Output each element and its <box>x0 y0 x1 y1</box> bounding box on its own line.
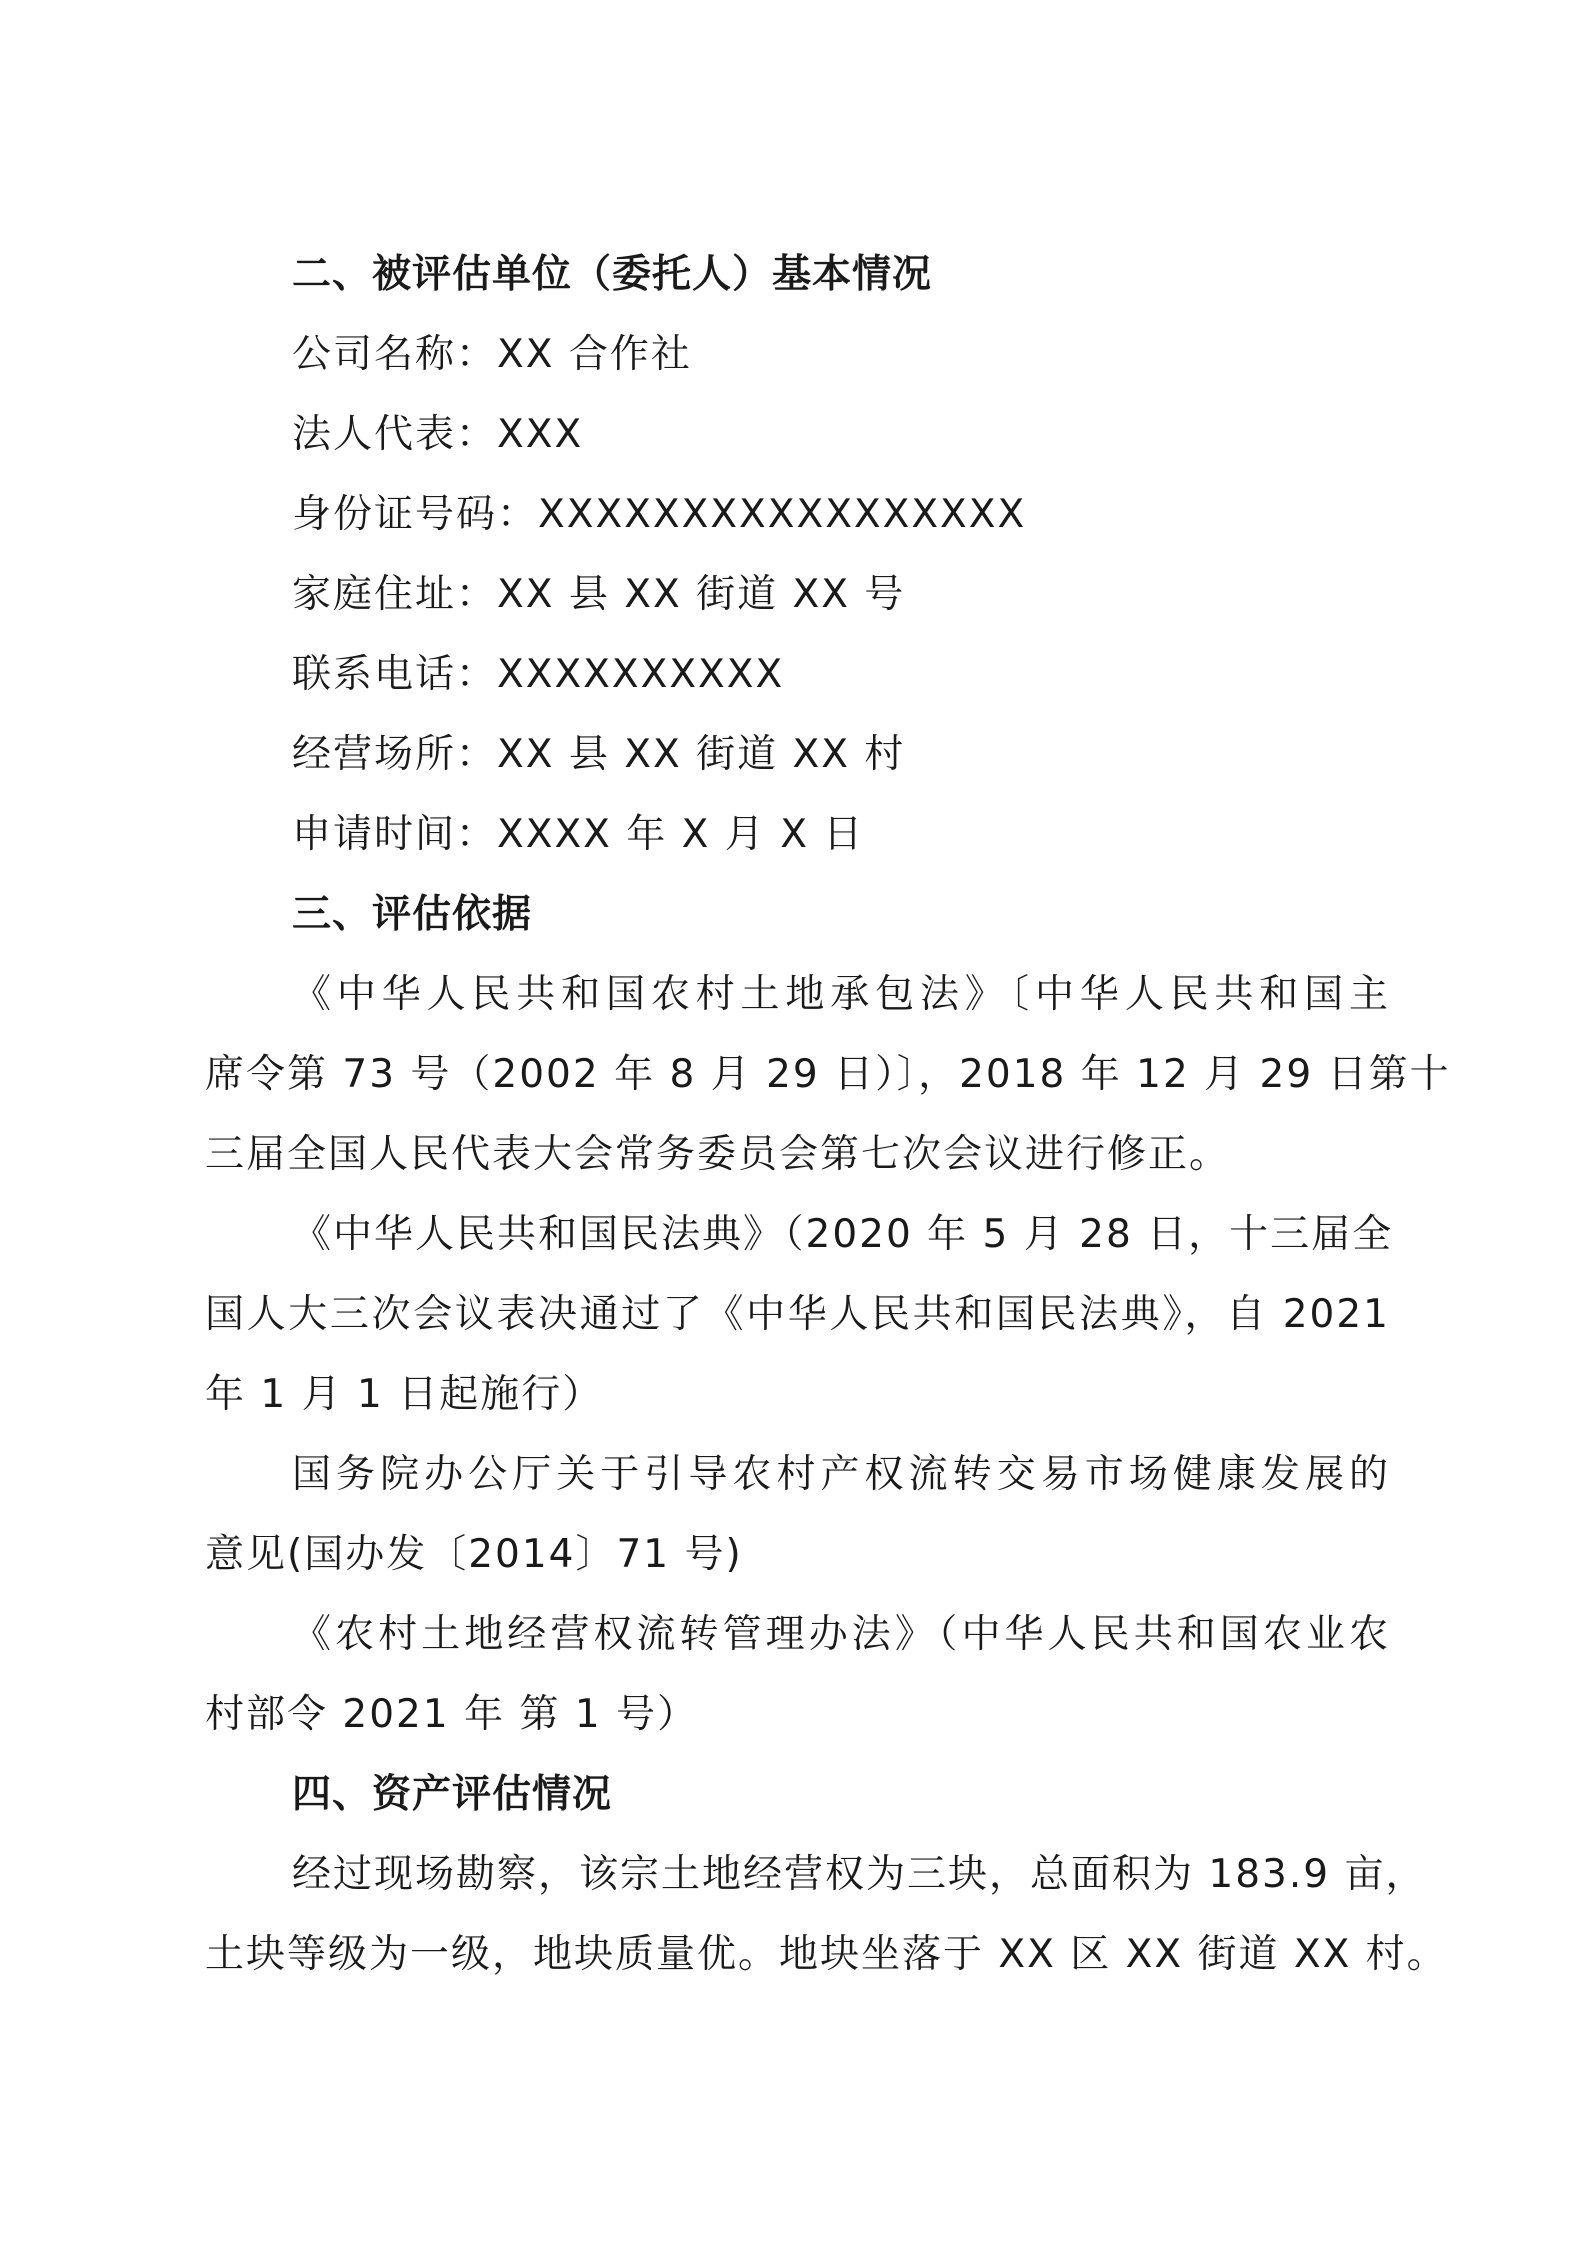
field-business-premises <box>292 725 905 785</box>
field-value: XXX <box>497 412 584 457</box>
section-heading-basis: 三、评估依据 <box>292 892 533 937</box>
field-legal-representative <box>292 405 583 465</box>
paragraph-line: 席令第 73 号（2002 年 8 月 29 日）〕，2018 年 12 月 29 日第十 <box>205 1052 1451 1097</box>
field-label: 法人代表： <box>292 412 498 457</box>
paragraph-line: 村部令 2021 年 第 1 号） <box>205 1692 699 1737</box>
field-company-name <box>292 325 692 385</box>
section-heading-basic-info: 二、被评估单位（委托人）基本情况 <box>292 252 933 297</box>
field-home-address <box>292 565 905 625</box>
field-label: 联系电话： <box>292 652 498 697</box>
field-label: 家庭住址： <box>292 572 498 617</box>
paragraph-line: 《中华人民共和国农村土地承包法》〔中华人民共和国主 <box>292 972 1390 1017</box>
field-id-number <box>292 485 1026 545</box>
field-value: XX 县 XX 街道 XX 号 <box>497 572 906 617</box>
field-value: XXXX 年 X 月 X 日 <box>497 812 865 857</box>
paragraph-line: 意见(国办发〔2014〕71 号) <box>205 1532 743 1577</box>
field-value: XX 县 XX 街道 XX 村 <box>497 732 906 777</box>
paragraph-line: 年 1 月 1 日起施行） <box>205 1372 604 1417</box>
paragraph-line: 《农村土地经营权流转管理办法》（中华人民共和国农业农 <box>292 1612 1390 1657</box>
field-phone <box>292 645 784 705</box>
field-label: 申请时间： <box>292 812 498 857</box>
field-label: 公司名称： <box>292 332 498 377</box>
field-value: XXXXXXXXXX <box>497 652 785 697</box>
paragraph-line: 经过现场勘察，该宗土地经营权为三块，总面积为 183.9 亩， <box>292 1852 1427 1897</box>
paragraph-line: 国人大三次会议表决通过了《中华人民共和国民法典》，自 2021 <box>205 1292 1390 1337</box>
paragraph-line: 国务院办公厅关于引导农村产权流转交易市场健康发展的 <box>292 1452 1390 1497</box>
field-application-date <box>292 805 864 865</box>
paragraph-line: 三届全国人民代表大会常务委员会第七次会议进行修正。 <box>205 1132 1231 1177</box>
paragraph-line: 《中华人民共和国民法典》（2020 年 5 月 28 日，十三届全 <box>292 1212 1394 1257</box>
paragraph-line: 土块等级为一级，地块质量优。地块坐落于 XX 区 XX 街道 XX 村。 <box>205 1932 1448 1977</box>
field-value: XX 合作社 <box>497 332 692 377</box>
field-value: XXXXXXXXXXXXXXXXX <box>538 492 1027 537</box>
field-label: 身份证号码： <box>292 492 539 537</box>
field-label: 经营场所： <box>292 732 498 777</box>
section-heading-asset-evaluation: 四、资产评估情况 <box>292 1772 613 1817</box>
